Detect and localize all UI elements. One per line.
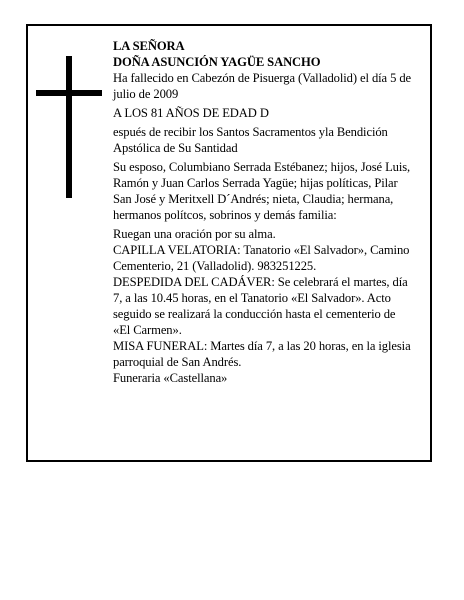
title-line-1: LA SEÑORA — [113, 39, 185, 53]
chapel-info: CAPILLA VELATORIA: Tanatorio «El Salvador», Camino Cementerio, 21 (Valladolid). 983251225. — [113, 243, 410, 273]
death-info: Ha fallecido en Cabezón de Pisuerga (Valladolid) el día 5 de julio de 2009 — [113, 71, 412, 101]
funeral-home: Funeraria «Castellana» — [113, 371, 228, 385]
cross-vertical-bar — [66, 56, 72, 198]
farewell-info: DESPEDIDA DEL CADÁVER: Se celebrará el martes, día 7, a las 10.45 horas, en el Tanatorio «El Salvador». Acto seguido se realizará la conducción hasta el cementerio de «El Carmen». — [113, 275, 408, 337]
family-paragraph: Su esposo, Columbiano Serrada Estébanez; hijos, José Luis, Ramón y Juan Carlos Serrada Yagüe; hijas políticas, Pilar San José y Meritxell D´Andrés; nieta, Claudia; hermana, hermanos polítcos, sobrinos y demás familia: — [113, 160, 411, 222]
deceased-name: DOÑA ASUNCIÓN YAGÜE SANCHO — [113, 55, 321, 69]
obituary-text — [113, 38, 413, 386]
funeral-mass-info: MISA FUNERAL: Martes día 7, a las 20 horas, en la iglesia parroquial de San Andrés. — [113, 339, 411, 369]
age-line: A LOS 81 AÑOS DE EDAD D — [113, 106, 269, 120]
cross-icon — [36, 56, 102, 198]
cross-horizontal-bar — [36, 90, 102, 96]
prayer-request: Ruegan una oración por su alma. — [113, 227, 276, 241]
sacraments-line: espués de recibir los Santos Sacramentos yla Bendición Apstólica de Su Santidad — [113, 125, 388, 155]
